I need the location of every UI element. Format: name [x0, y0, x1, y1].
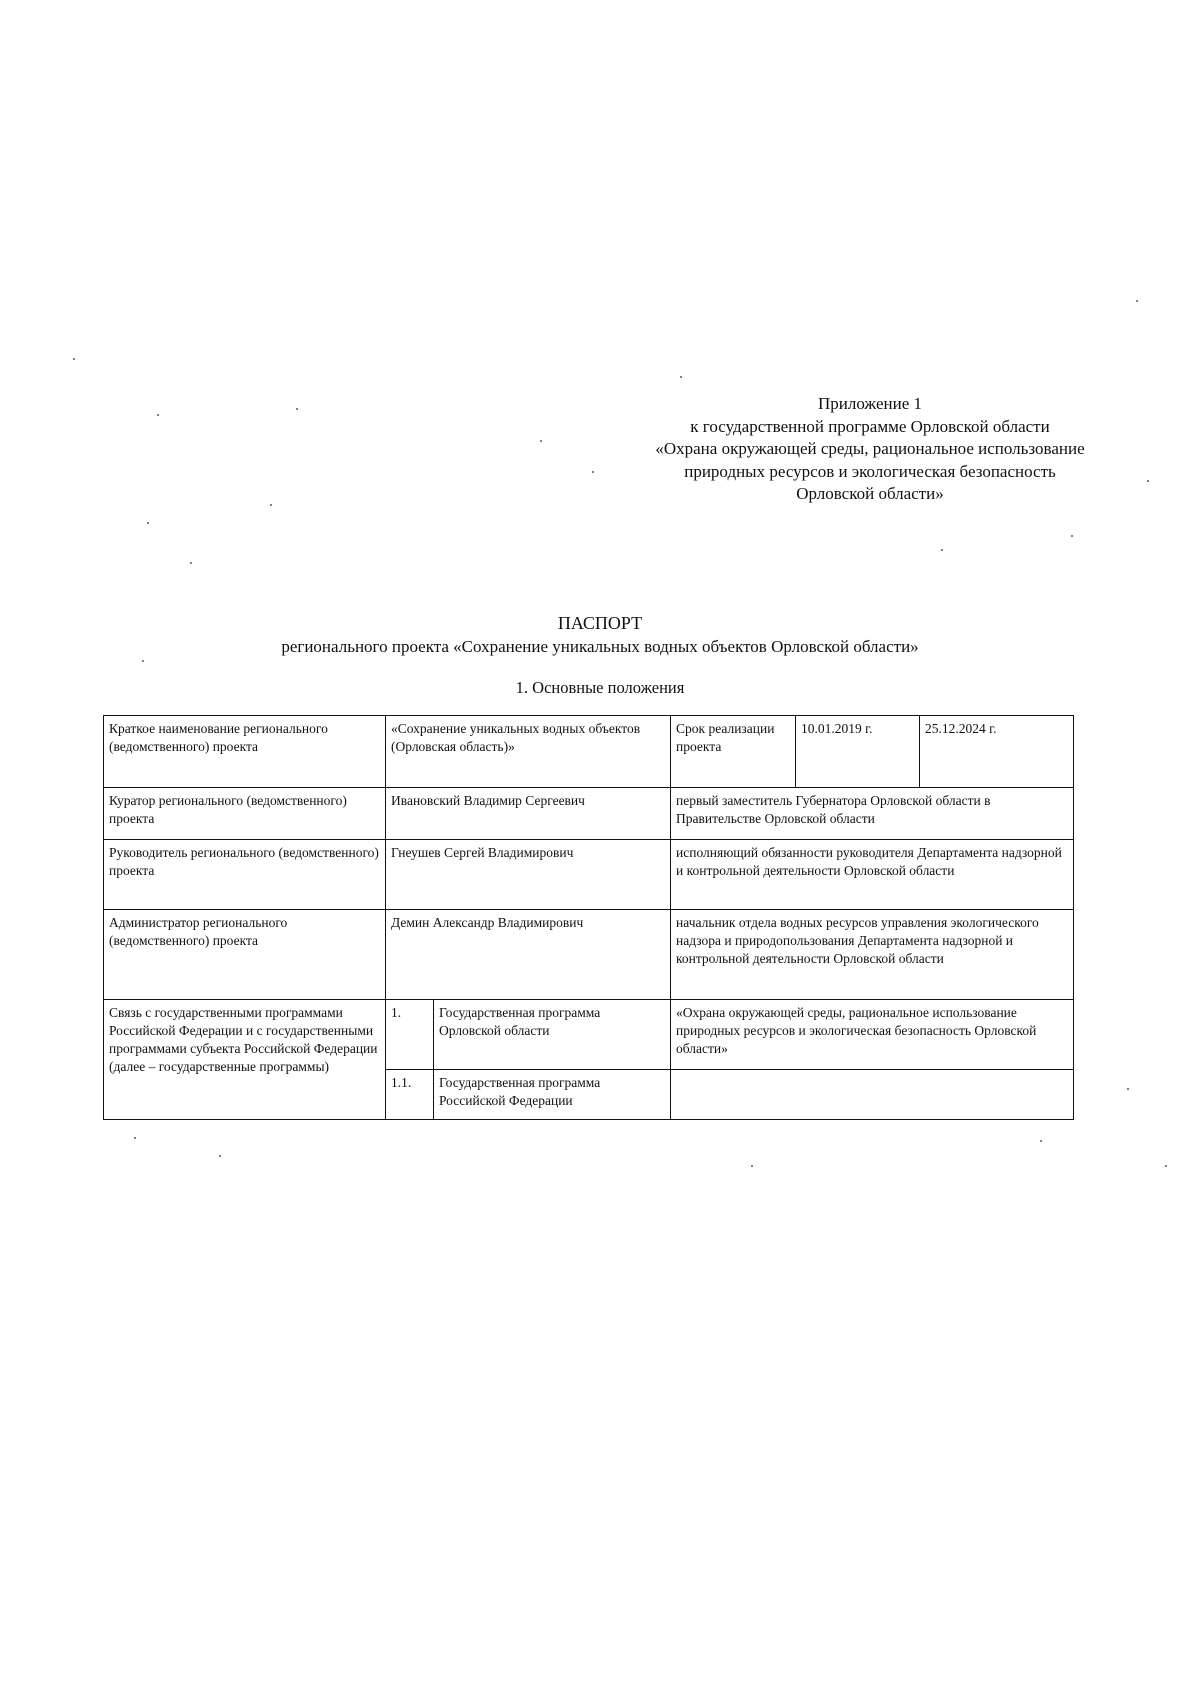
administrator-position: начальник отдела водных ресурсов управления экологического надзора и природопользования Департамента надзорной и контрольной деятельности Орловской области: [671, 910, 1074, 1000]
scan-speck: [296, 408, 298, 410]
program-number: 1.: [386, 1000, 434, 1070]
passport-table: [103, 715, 1074, 1120]
table-row: [104, 910, 1074, 1000]
period-label: Срок реализации проекта: [671, 716, 796, 788]
appendix-line: «Охрана окружающей среды, рациональное использование: [655, 439, 1085, 458]
short-name-value: «Сохранение уникальных водных объектов (Орловская область)»: [386, 716, 671, 788]
scan-speck: [751, 1165, 753, 1167]
scan-speck: [941, 549, 943, 551]
scan-speck: [680, 376, 682, 378]
scan-speck: [134, 1137, 136, 1139]
administrator-label: Администратор регионального (ведомственного) проекта: [104, 910, 386, 1000]
start-date: 10.01.2019 г.: [796, 716, 920, 788]
program-number: 1.1.: [386, 1070, 434, 1120]
appendix-block: [600, 393, 1140, 506]
table-row: [104, 840, 1074, 910]
curator-name: Ивановский Владимир Сергеевич: [386, 788, 671, 840]
program-type: Государственная программа Орловской области: [434, 1000, 671, 1070]
scan-speck: [540, 440, 542, 442]
scan-speck: [1165, 1165, 1167, 1167]
section-heading: 1. Основные положения: [515, 678, 685, 697]
program-type: Государственная программа Российской Федерации: [434, 1070, 671, 1120]
scan-speck: [1147, 480, 1149, 482]
table-row: [104, 1000, 1074, 1070]
scan-speck: [1040, 1140, 1042, 1142]
scan-speck: [1127, 1088, 1129, 1090]
appendix-line: природных ресурсов и экологическая безопасность: [684, 461, 1056, 481]
appendix-line: Орловской области»: [796, 484, 944, 503]
scan-speck: [147, 522, 149, 524]
leader-name: Гнеушев Сергей Владимирович: [386, 840, 671, 910]
curator-label: Куратор регионального (ведомственного) проекта: [104, 788, 386, 840]
end-date: 25.12.2024 г.: [920, 716, 1074, 788]
passport-subtitle: регионального проекта «Сохранение уникальных водных объектов Орловской области»: [281, 637, 919, 656]
passport-title: ПАСПОРТ: [557, 613, 643, 633]
scan-speck: [157, 414, 159, 416]
scan-speck: [592, 471, 594, 473]
scan-speck: [142, 660, 144, 662]
program-name: «Охрана окружающей среды, рациональное использование природных ресурсов и экологическая безопасность Орловской области»: [671, 1000, 1074, 1070]
table-row: [104, 788, 1074, 840]
appendix-line: к государственной программе Орловской области: [690, 416, 1050, 436]
appendix-line: Приложение 1: [818, 394, 922, 413]
scan-speck: [219, 1155, 221, 1157]
table-row: [104, 716, 1074, 788]
scan-speck: [1136, 300, 1138, 302]
scan-speck: [1071, 535, 1073, 537]
curator-position: первый заместитель Губернатора Орловской области в Правительстве Орловской области: [671, 788, 1074, 840]
scan-speck: [190, 562, 192, 564]
program-name: [671, 1070, 1074, 1120]
administrator-name: Демин Александр Владимирович: [386, 910, 671, 1000]
scan-speck: [270, 504, 272, 506]
short-name-label: Краткое наименование регионального (ведомственного) проекта: [104, 716, 386, 788]
leader-label: Руководитель регионального (ведомственного) проекта: [104, 840, 386, 910]
leader-position: исполняющий обязанности руководителя Департамента надзорной и контрольной деятельности Орловской области: [671, 840, 1074, 910]
programs-label: Связь с государственными программами Российской Федерации и с государственными программами субъекта Российской Федерации (далее – государственные программы): [104, 1000, 386, 1120]
scan-speck: [73, 358, 75, 360]
